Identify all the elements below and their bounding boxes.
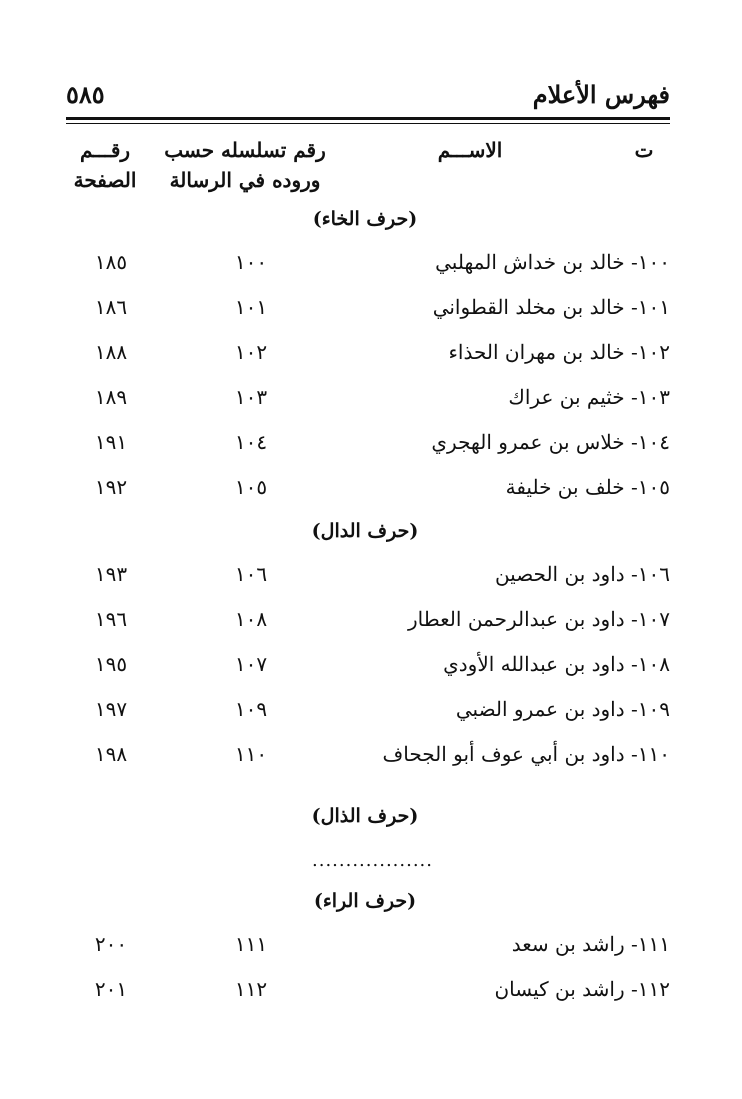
header-rule-thin — [66, 123, 670, 124]
entry-page: ١٩٢ — [94, 475, 128, 499]
entry-page: ٢٠١ — [94, 977, 128, 1001]
table-row — [66, 430, 670, 466]
entry-sequence: ١٠٨ — [234, 607, 268, 631]
entry-sequence: ١٠٦ — [234, 562, 268, 586]
entry-name: ١٠٢- خالد بن مهران الحذاء — [448, 340, 670, 364]
entry-name: ١٠٦- داود بن الحصين — [494, 562, 670, 586]
section-heading-dal: (حرف الدال) — [311, 520, 419, 542]
entry-sequence: ١١٢ — [234, 977, 268, 1001]
entry-name: ١٠٠- خالد بن خداش المهلبي — [435, 250, 670, 274]
table-row — [66, 932, 670, 968]
entry-name: ١٠٩- داود بن عمرو الضبي — [455, 697, 670, 721]
entry-name: ١٠٥- خلف بن خليفة — [505, 475, 670, 499]
header-rule-thick — [66, 117, 670, 120]
table-row — [66, 742, 670, 778]
entry-name: ١٠٣- خثيم بن عراك — [508, 385, 670, 409]
entry-sequence: ١٠٩ — [234, 697, 268, 721]
entry-name: ١٠٨- داود بن عبدالله الأودي — [443, 652, 670, 676]
table-row — [66, 475, 670, 511]
entry-name: ١٠١- خالد بن مخلد القطواني — [432, 295, 670, 319]
table-row — [66, 607, 670, 643]
table-row — [66, 697, 670, 733]
page-number: ٥٨٥ — [66, 80, 105, 109]
table-row — [66, 977, 670, 1013]
entry-sequence: ١٠١ — [234, 295, 268, 319]
entry-sequence: ١٠٧ — [234, 652, 268, 676]
entry-name: ١١٢- راشد بن كيسان — [494, 977, 670, 1001]
table-row — [66, 385, 670, 421]
entry-sequence: ١٠٠ — [234, 250, 268, 274]
entry-name: ١١٠- داود بن أبي عوف أبو الجحاف — [382, 742, 670, 766]
entry-sequence: ١٠٤ — [234, 430, 268, 454]
table-row — [66, 340, 670, 376]
table-row — [66, 295, 670, 331]
column-header-sequence: رقم تسلسله حسب وروده في الرسالة — [164, 138, 326, 192]
entry-page: ١٩٥ — [94, 652, 128, 676]
entry-page: ١٨٦ — [94, 295, 128, 319]
entry-page: ١٩٣ — [94, 562, 128, 586]
entry-sequence: ١٠٢ — [234, 340, 268, 364]
entry-page: ١٨٥ — [94, 250, 128, 274]
section-heading-ra: (حرف الراء) — [313, 890, 417, 912]
entry-sequence: ١٠٣ — [234, 385, 268, 409]
entry-sequence: ١٠٥ — [234, 475, 268, 499]
dotted-separator: .................. — [312, 850, 433, 871]
table-row — [66, 652, 670, 688]
table-row — [66, 250, 670, 286]
section-heading-dhal: (حرف الذال) — [311, 805, 419, 827]
column-header-name: الاســـم — [437, 138, 503, 162]
entry-page: ١٨٨ — [94, 340, 128, 364]
column-header-number: ت — [634, 138, 654, 162]
entry-sequence: ١١١ — [234, 932, 268, 956]
entry-name: ١١١- راشد بن سعد — [511, 932, 670, 956]
entry-name: ١٠٧- داود بن عبدالرحمن العطار — [408, 607, 670, 631]
entry-page: ١٩٧ — [94, 697, 128, 721]
column-header-page: رقـــم الصفحة — [73, 138, 137, 192]
entry-page: ١٨٩ — [94, 385, 128, 409]
page-header — [66, 80, 670, 116]
page-title: فهرس الأعلام — [532, 80, 670, 109]
entry-sequence: ١١٠ — [234, 742, 268, 766]
entry-name: ١٠٤- خلاس بن عمرو الهجري — [431, 430, 670, 454]
entry-page: ١٩٦ — [94, 607, 128, 631]
section-heading-kha: (حرف الخاء) — [312, 208, 418, 230]
entry-page: ٢٠٠ — [94, 932, 128, 956]
entry-page: ١٩٨ — [94, 742, 128, 766]
entry-page: ١٩١ — [94, 430, 128, 454]
table-row — [66, 562, 670, 598]
